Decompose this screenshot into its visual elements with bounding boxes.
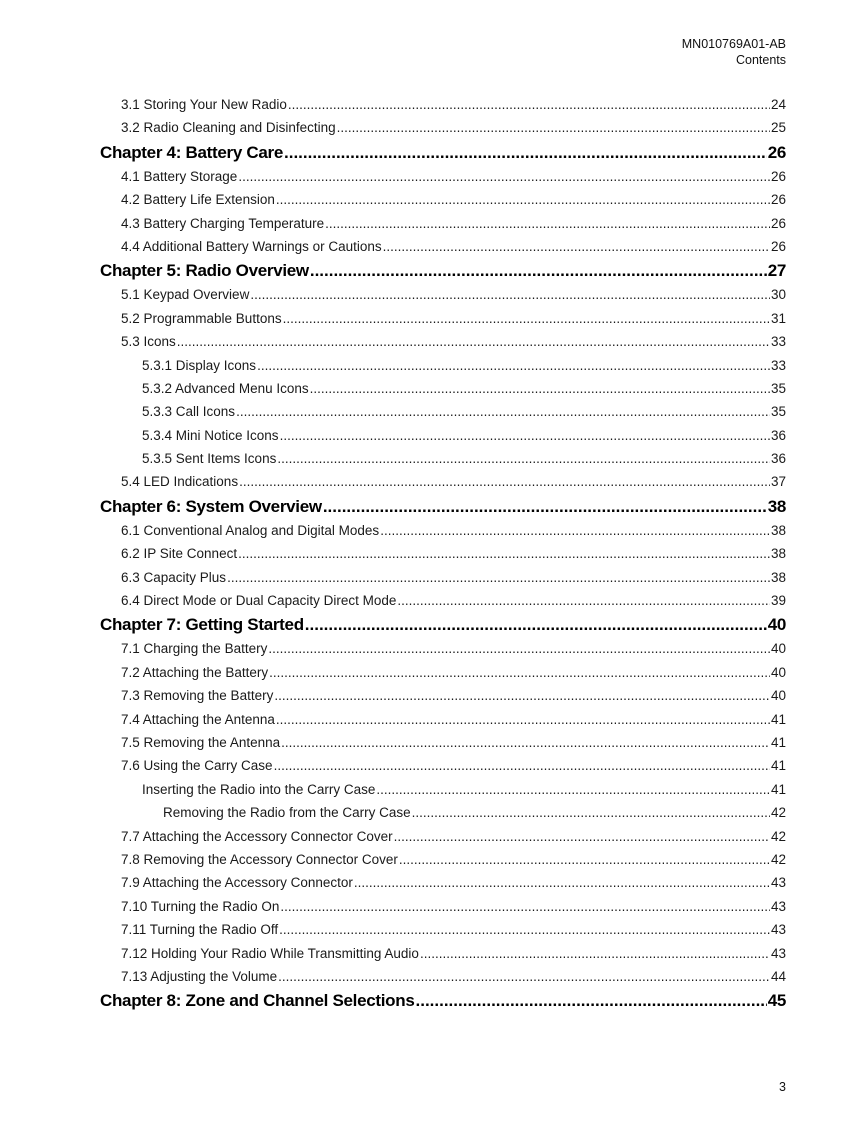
toc-dot-leader — [394, 825, 770, 848]
toc-chapter-entry[interactable] — [100, 988, 786, 1013]
toc-entry-page: 41 — [770, 781, 786, 797]
toc-entry-page: 37 — [770, 474, 786, 490]
toc-entry-page: 44 — [770, 968, 786, 984]
toc-entry-label: 7.4 Attaching the Antenna — [121, 711, 275, 727]
toc-dot-leader — [284, 140, 767, 165]
toc-chapter-entry[interactable] — [100, 258, 786, 283]
toc-dot-leader — [310, 377, 770, 400]
toc-entry-page: 27 — [767, 261, 786, 281]
toc-entry[interactable] — [100, 519, 786, 542]
toc-dot-leader — [283, 307, 770, 330]
toc-entry-label: Chapter 5: Radio Overview — [100, 261, 309, 281]
toc-dot-leader — [376, 778, 770, 801]
toc-entry-page: 38 — [770, 569, 786, 585]
toc-entry[interactable] — [100, 377, 786, 400]
toc-dot-leader — [236, 400, 770, 423]
toc-entry-label: 3.2 Radio Cleaning and Disinfecting — [121, 120, 336, 136]
toc-dot-leader — [177, 330, 770, 353]
toc-dot-leader — [383, 235, 770, 258]
toc-entry-label: 4.1 Battery Storage — [121, 168, 238, 184]
toc-entry-label: Chapter 8: Zone and Channel Selections — [100, 991, 415, 1011]
toc-entry-page: 43 — [770, 922, 786, 938]
toc-entry[interactable] — [100, 470, 786, 493]
toc-chapter-entry[interactable] — [100, 494, 786, 519]
toc-entry[interactable] — [100, 871, 786, 894]
toc-entry-label: 5.4 LED Indications — [121, 474, 239, 490]
toc-dot-leader — [281, 731, 770, 754]
document-id: MN010769A01-AB — [681, 37, 786, 51]
toc-entry[interactable] — [100, 684, 786, 707]
toc-entry-page: 26 — [770, 238, 786, 254]
toc-entry[interactable] — [100, 801, 786, 824]
page-number: 3 — [779, 1080, 786, 1094]
toc-entry[interactable] — [100, 283, 786, 306]
toc-entry[interactable] — [100, 212, 786, 235]
toc-entry-page: 41 — [770, 758, 786, 774]
toc-entry[interactable] — [100, 542, 786, 565]
toc-entry-page: 40 — [770, 664, 786, 680]
toc-entry[interactable] — [100, 400, 786, 423]
toc-dot-leader — [268, 637, 770, 660]
toc-entry-page: 26 — [770, 215, 786, 231]
toc-entry-page: 42 — [770, 828, 786, 844]
toc-entry[interactable] — [100, 942, 786, 965]
toc-dot-leader — [269, 661, 770, 684]
toc-entry-page: 43 — [770, 875, 786, 891]
toc-dot-leader — [277, 447, 770, 470]
toc-dot-leader — [279, 918, 770, 941]
toc-entry[interactable] — [100, 637, 786, 660]
toc-entry-page: 35 — [770, 404, 786, 420]
toc-entry[interactable] — [100, 708, 786, 731]
toc-entry-page: 26 — [767, 142, 786, 162]
toc-entry[interactable] — [100, 589, 786, 612]
toc-entry[interactable] — [100, 731, 786, 754]
toc-entry[interactable] — [100, 965, 786, 988]
toc-entry-page: 38 — [770, 546, 786, 562]
toc-dot-leader — [420, 942, 770, 965]
toc-dot-leader — [354, 871, 770, 894]
toc-entry-label: 6.3 Capacity Plus — [121, 569, 227, 585]
toc-entry-label: 6.1 Conventional Analog and Digital Modes — [121, 522, 380, 538]
toc-dot-leader — [276, 188, 770, 211]
toc-entry[interactable] — [100, 330, 786, 353]
toc-entry[interactable] — [100, 188, 786, 211]
toc-entry[interactable] — [100, 235, 786, 258]
toc-entry[interactable] — [100, 93, 786, 116]
toc-entry-label: 7.7 Attaching the Accessory Connector Cover — [121, 828, 393, 844]
toc-entry-page: 40 — [770, 688, 786, 704]
toc-dot-leader — [380, 519, 770, 542]
toc-entry-label: 7.5 Removing the Antenna — [121, 734, 281, 750]
toc-dot-leader — [305, 612, 767, 637]
toc-entry[interactable] — [100, 354, 786, 377]
toc-entry[interactable] — [100, 895, 786, 918]
toc-dot-leader — [238, 542, 770, 565]
toc-dot-leader — [337, 116, 770, 139]
toc-entry-label: 4.4 Additional Battery Warnings or Cautions — [121, 238, 382, 254]
toc-entry-page: 33 — [770, 334, 786, 350]
toc-entry-page: 36 — [770, 427, 786, 443]
toc-dot-leader — [412, 801, 770, 824]
toc-entry-page: 30 — [770, 287, 786, 303]
toc-entry-label: Chapter 7: Getting Started — [100, 615, 304, 635]
toc-dot-leader — [274, 684, 770, 707]
toc-entry-page: 26 — [770, 192, 786, 208]
toc-dot-leader — [227, 566, 770, 589]
toc-dot-leader — [280, 895, 770, 918]
toc-entry[interactable] — [100, 165, 786, 188]
toc-entry-label: 7.13 Adjusting the Volume — [121, 968, 278, 984]
section-title: Contents — [735, 52, 786, 67]
toc-entry-label: Inserting the Radio into the Carry Case — [142, 781, 376, 797]
toc-entry-label: Chapter 4: Battery Care — [100, 142, 283, 162]
toc-entry-label: 4.3 Battery Charging Temperature — [121, 215, 325, 231]
toc-entry-label: 5.1 Keypad Overview — [121, 287, 250, 303]
toc-entry-label: 7.1 Charging the Battery — [121, 641, 268, 657]
toc-entry-page: 33 — [770, 357, 786, 373]
toc-dot-leader — [239, 470, 770, 493]
toc-entry-label: 4.2 Battery Life Extension — [121, 192, 275, 208]
toc-entry-label: 5.3.1 Display Icons — [142, 357, 257, 373]
toc-entry-label: 5.3.5 Sent Items Icons — [142, 451, 277, 467]
toc-dot-leader — [397, 589, 770, 612]
toc-entry-page: 39 — [770, 593, 786, 609]
toc-entry-label: 7.6 Using the Carry Case — [121, 758, 273, 774]
table-of-contents — [100, 93, 786, 1013]
toc-entry-page: 41 — [770, 711, 786, 727]
toc-dot-leader — [280, 424, 770, 447]
toc-entry[interactable] — [100, 566, 786, 589]
toc-dot-leader — [257, 354, 770, 377]
toc-dot-leader — [310, 258, 767, 283]
page-header — [682, 37, 786, 68]
toc-dot-leader — [250, 283, 770, 306]
toc-dot-leader — [416, 988, 767, 1013]
toc-entry-page: 43 — [770, 898, 786, 914]
toc-entry[interactable] — [100, 116, 786, 139]
toc-entry[interactable] — [100, 661, 786, 684]
toc-entry-label: 5.2 Programmable Buttons — [121, 310, 282, 326]
toc-dot-leader — [274, 754, 770, 777]
toc-entry-page: 40 — [767, 615, 786, 635]
toc-entry-label: Chapter 6: System Overview — [100, 496, 322, 516]
toc-entry-page: 24 — [770, 97, 786, 112]
toc-entry-label: 5.3.3 Call Icons — [142, 404, 236, 420]
toc-entry-label: 7.8 Removing the Accessory Connector Cover — [121, 851, 398, 867]
toc-entry-page: 38 — [767, 496, 786, 516]
toc-entry[interactable] — [100, 424, 786, 447]
toc-dot-leader — [288, 93, 770, 116]
toc-dot-leader — [323, 494, 767, 519]
toc-entry-label: 7.11 Turning the Radio Off — [121, 922, 279, 938]
toc-entry-label: 6.2 IP Site Connect — [121, 546, 238, 562]
toc-entry[interactable] — [100, 778, 786, 801]
toc-entry-page: 25 — [770, 120, 786, 136]
toc-entry-label: 6.4 Direct Mode or Dual Capacity Direct Mode — [121, 593, 397, 609]
toc-entry-label: 7.10 Turning the Radio On — [121, 898, 280, 914]
toc-entry-label: 7.2 Attaching the Battery — [121, 664, 269, 680]
toc-entry[interactable] — [100, 825, 786, 848]
toc-entry-label: 7.3 Removing the Battery — [121, 688, 274, 704]
toc-entry-page: 45 — [767, 991, 786, 1011]
toc-dot-leader — [238, 165, 770, 188]
toc-entry-page: 38 — [770, 522, 786, 538]
toc-chapter-entry[interactable] — [100, 140, 786, 165]
toc-entry[interactable] — [100, 918, 786, 941]
toc-entry-label: Removing the Radio from the Carry Case — [163, 805, 411, 821]
toc-entry-label: 5.3.4 Mini Notice Icons — [142, 427, 279, 443]
toc-entry-label: 3.1 Storing Your New Radio — [121, 97, 287, 112]
toc-entry-label: 7.9 Attaching the Accessory Connector — [121, 875, 353, 891]
toc-entry-page: 36 — [770, 451, 786, 467]
toc-chapter-entry[interactable] — [100, 612, 786, 637]
toc-entry-page: 35 — [770, 380, 786, 396]
toc-entry-page: 42 — [770, 805, 786, 821]
toc-entry-page: 42 — [770, 851, 786, 867]
toc-entry[interactable] — [100, 307, 786, 330]
toc-entry-page: 43 — [770, 945, 786, 961]
toc-dot-leader — [276, 708, 770, 731]
toc-entry-page: 40 — [770, 641, 786, 657]
toc-entry-page: 31 — [770, 310, 786, 326]
toc-entry-page: 41 — [770, 734, 786, 750]
toc-dot-leader — [278, 965, 770, 988]
toc-entry-page: 26 — [770, 168, 786, 184]
toc-entry[interactable] — [100, 848, 786, 871]
toc-entry-label: 5.3 Icons — [121, 334, 176, 350]
toc-entry[interactable] — [100, 754, 786, 777]
toc-entry-label: 7.12 Holding Your Radio While Transmitting Audio — [121, 945, 419, 961]
toc-dot-leader — [399, 848, 770, 871]
toc-entry[interactable] — [100, 447, 786, 470]
toc-dot-leader — [325, 212, 770, 235]
toc-entry-label: 5.3.2 Advanced Menu Icons — [142, 380, 309, 396]
